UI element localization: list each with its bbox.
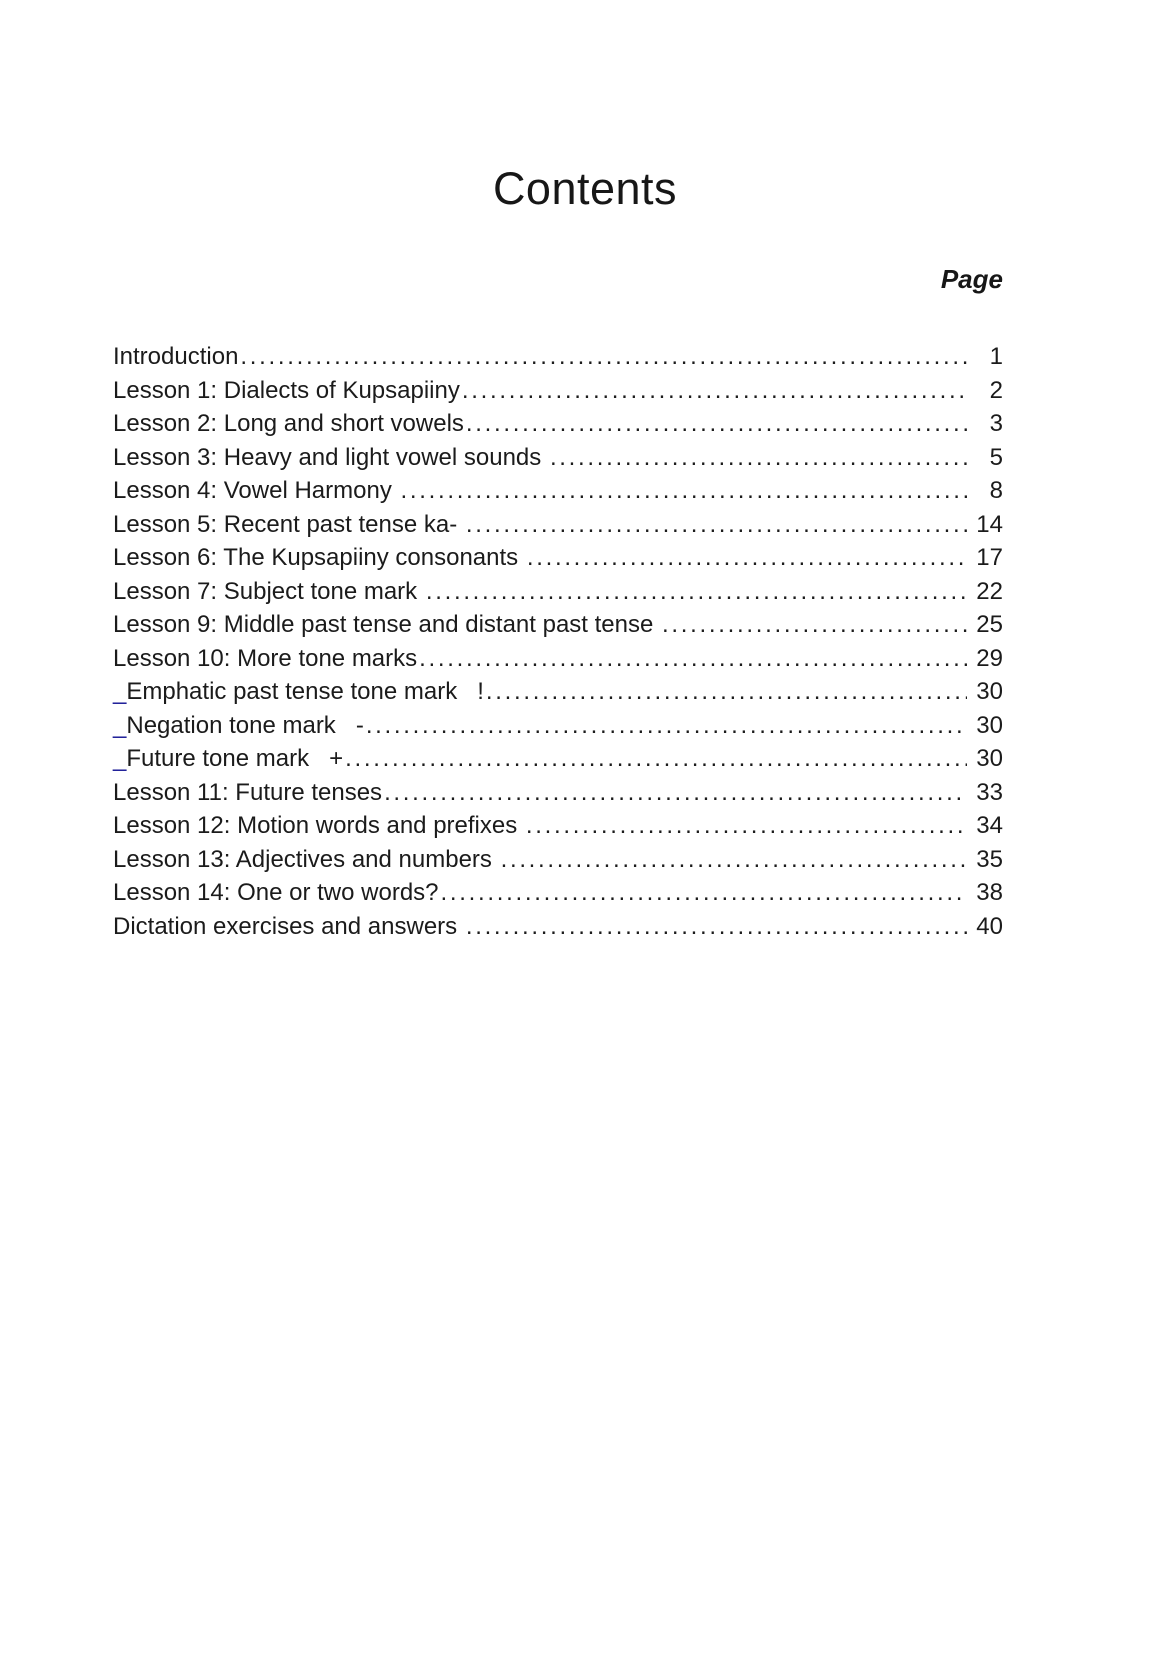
dot-leader: [400, 477, 967, 505]
underscore-prefix: _: [113, 711, 127, 739]
dot-leader: [426, 578, 967, 606]
toc-entry-label: [113, 779, 382, 807]
dot-leader: [501, 846, 967, 874]
toc-entry-page-number: 2: [989, 376, 1003, 404]
dot-leader: [486, 678, 967, 706]
dot-leader: [550, 444, 967, 472]
dot-leader: [662, 611, 967, 639]
toc-entry-page-number: 22: [976, 577, 1003, 605]
toc-entry-label: [113, 712, 364, 740]
toc-entry-label: [113, 343, 238, 371]
toc-entry-text: Lesson 14: One or two words?: [113, 879, 439, 906]
toc-entry-text: Lesson 12: Motion words and prefixes: [113, 812, 524, 839]
toc-entry: [113, 611, 1003, 645]
toc-entry-page-number: 17: [976, 544, 1003, 571]
dot-leader: [462, 377, 967, 405]
toc-entry-text: Negation tone mark -: [126, 711, 364, 739]
toc-entry-page-number: 33: [976, 778, 1003, 806]
dot-leader: [345, 745, 967, 773]
toc-entry: [113, 678, 1003, 712]
toc-entry-text: Introduction: [113, 343, 239, 370]
toc-entry-page-number: 25: [976, 611, 1003, 638]
toc-entry-label: [113, 511, 464, 539]
dot-leader: [527, 544, 967, 572]
toc-entry: [113, 578, 1003, 612]
toc-entry: [113, 879, 1003, 913]
dot-leader: [419, 645, 967, 673]
toc-entry-text: Lesson 7: Subject tone mark: [113, 577, 424, 605]
toc-entry-label: [113, 578, 424, 606]
toc-entry-label: [113, 611, 660, 639]
toc-entry-label: [113, 812, 524, 840]
toc-entry-text: Lesson 13: Adjectives and numbers: [113, 845, 499, 873]
toc-entry-text: Lesson 5: Recent past tense ka-: [113, 510, 464, 538]
underscore-prefix: _: [113, 678, 127, 705]
underscore-prefix: _: [113, 745, 127, 772]
dot-leader: [466, 913, 967, 941]
toc-entry-text: Lesson 11: Future tenses: [113, 778, 383, 806]
dot-leader: [526, 812, 967, 840]
toc-entry-page-number: 38: [976, 879, 1003, 906]
toc-entry: [113, 846, 1003, 880]
toc-entry-page-number: 14: [976, 510, 1003, 538]
toc-entry: [113, 544, 1003, 578]
toc-entry-text: Dictation exercises and answers: [113, 912, 464, 940]
toc-entry-text: Lesson 3: Heavy and light vowel sounds: [113, 443, 548, 471]
toc-entry-text: Lesson 9: Middle past tense and distant past tense: [113, 611, 661, 638]
toc-entry-text: Lesson 2: Long and short vowels: [113, 410, 464, 437]
toc-entry-label: [113, 377, 460, 405]
toc-entry: [113, 444, 1003, 478]
dot-leader: [466, 511, 967, 539]
dot-leader: [366, 712, 967, 740]
toc-entry-text: Lesson 4: Vowel Harmony: [113, 477, 399, 504]
toc-entry: [113, 377, 1003, 411]
dot-leader: [441, 879, 967, 907]
toc-entry-page-number: 5: [989, 443, 1003, 471]
toc-entry-text: Future tone mark +: [126, 745, 344, 772]
dot-leader: [240, 343, 967, 371]
toc-entry: [113, 511, 1003, 545]
toc-entry: [113, 410, 1003, 444]
page-title: Contents: [492, 163, 678, 214]
toc-entry-page-number: 1: [989, 343, 1003, 370]
toc-entry-text: Lesson 1: Dialects of Kupsapiiny: [113, 376, 460, 404]
toc-entry-text: Emphatic past tense tone mark !: [126, 678, 484, 705]
page-column-heading: Page: [940, 264, 1003, 294]
toc-entry-label: [113, 879, 439, 907]
toc-entry-page-number: 30: [976, 711, 1003, 739]
toc-entry-page-number: 8: [989, 477, 1003, 504]
toc-entry-page-number: 34: [976, 812, 1003, 839]
toc-list: [113, 343, 1003, 946]
toc-entry-label: [113, 846, 499, 874]
toc-entry-page-number: 30: [976, 745, 1003, 772]
toc-entry-label: [113, 544, 525, 572]
toc-entry: [113, 477, 1003, 511]
toc-entry-text: Lesson 10: More tone marks: [113, 644, 418, 672]
toc-entry-page-number: 3: [989, 410, 1003, 437]
toc-entry-label: [113, 745, 343, 773]
toc-entry-text: Lesson 6: The Kupsapiiny consonants: [113, 544, 525, 571]
toc-entry-page-number: 30: [976, 678, 1003, 705]
toc-entry-label: [113, 645, 417, 673]
toc-entry-label: [113, 477, 398, 505]
dot-leader: [384, 779, 967, 807]
toc-entry-label: [113, 410, 464, 438]
toc-entry-page-number: 29: [976, 644, 1003, 672]
toc-entry-page-number: 40: [976, 912, 1003, 940]
toc-entry: [113, 913, 1003, 947]
toc-entry: [113, 645, 1003, 679]
toc-entry-page-number: 35: [976, 845, 1003, 873]
toc-entry-label: [113, 444, 548, 472]
dot-leader: [466, 410, 967, 438]
toc-entry: [113, 779, 1003, 813]
toc-entry: [113, 745, 1003, 779]
toc-entry-label: [113, 678, 484, 706]
toc-entry: [113, 343, 1003, 377]
toc-entry-label: [113, 913, 464, 941]
toc-entry: [113, 712, 1003, 746]
toc-entry: [113, 812, 1003, 846]
